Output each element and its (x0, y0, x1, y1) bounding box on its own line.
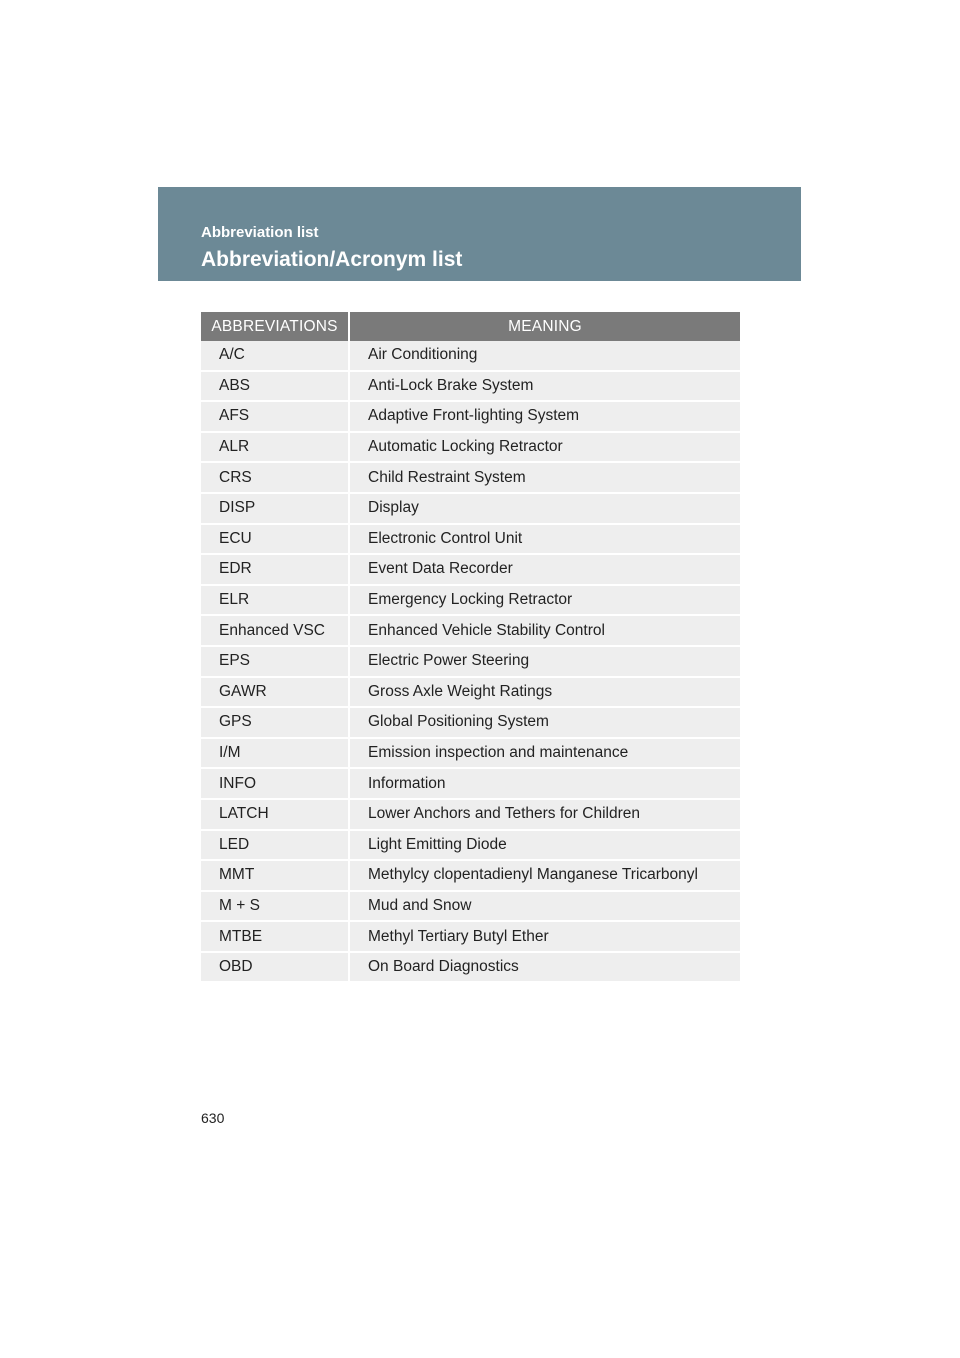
table-row (201, 860, 740, 891)
meaning-cell: Methylcy clopentadienyl Manganese Tricarbonyl (349, 860, 740, 891)
meaning-cell: Lower Anchors and Tethers for Children (349, 799, 740, 830)
abbreviation-cell: LATCH (201, 799, 349, 830)
section-label: Abbreviation list (201, 224, 319, 241)
meaning-cell: Event Data Recorder (349, 554, 740, 585)
table-row (201, 646, 740, 677)
abbreviation-cell: AFS (201, 401, 349, 432)
table-row (201, 830, 740, 861)
table-row (201, 554, 740, 585)
abbreviation-cell: DISP (201, 493, 349, 524)
table-row (201, 952, 740, 983)
meaning-cell: Child Restraint System (349, 462, 740, 493)
abbreviation-cell: GAWR (201, 677, 349, 708)
abbreviation-cell: M + S (201, 891, 349, 922)
table-row (201, 462, 740, 493)
meaning-cell: Electric Power Steering (349, 646, 740, 677)
meaning-cell: Enhanced Vehicle Stability Control (349, 615, 740, 646)
abbreviation-cell: ELR (201, 585, 349, 616)
meaning-cell: Electronic Control Unit (349, 524, 740, 555)
abbreviation-cell: MTBE (201, 921, 349, 952)
page-title: Abbreviation/Acronym list (201, 248, 463, 271)
table-row (201, 432, 740, 463)
table-row (201, 615, 740, 646)
table-row (201, 738, 740, 769)
meaning-cell: Gross Axle Weight Ratings (349, 677, 740, 708)
abbreviation-table (201, 312, 740, 983)
abbreviation-cell: LED (201, 830, 349, 861)
meaning-cell: Emission inspection and maintenance (349, 738, 740, 769)
table-row (201, 524, 740, 555)
meaning-cell: Adaptive Front-lighting System (349, 401, 740, 432)
table-row (201, 371, 740, 402)
table-row (201, 799, 740, 830)
abbreviation-cell: ABS (201, 371, 349, 402)
page-number: 630 (201, 1110, 225, 1126)
abbreviation-cell: GPS (201, 707, 349, 738)
table-row (201, 768, 740, 799)
abbreviation-cell: EDR (201, 554, 349, 585)
meaning-cell: Air Conditioning (349, 341, 740, 371)
meaning-cell: Display (349, 493, 740, 524)
meaning-cell: On Board Diagnostics (349, 952, 740, 983)
table-row (201, 677, 740, 708)
table-header-row (201, 312, 740, 341)
abbreviation-cell: I/M (201, 738, 349, 769)
table-row (201, 341, 740, 371)
abbreviation-cell: EPS (201, 646, 349, 677)
table-row (201, 493, 740, 524)
meaning-cell: Methyl Tertiary Butyl Ether (349, 921, 740, 952)
meaning-cell: Automatic Locking Retractor (349, 432, 740, 463)
abbreviation-cell: Enhanced VSC (201, 615, 349, 646)
column-header-meaning: MEANING (349, 312, 740, 341)
table-row (201, 891, 740, 922)
abbreviation-cell: INFO (201, 768, 349, 799)
table-row (201, 585, 740, 616)
abbreviation-cell: MMT (201, 860, 349, 891)
table-body (201, 341, 740, 982)
abbreviation-cell: CRS (201, 462, 349, 493)
table-row (201, 401, 740, 432)
meaning-cell: Emergency Locking Retractor (349, 585, 740, 616)
meaning-cell: Light Emitting Diode (349, 830, 740, 861)
abbreviation-cell: OBD (201, 952, 349, 983)
meaning-cell: Anti-Lock Brake System (349, 371, 740, 402)
column-header-abbreviations: ABBREVIATIONS (201, 312, 349, 341)
header-band (158, 187, 801, 281)
meaning-cell: Mud and Snow (349, 891, 740, 922)
table-row (201, 921, 740, 952)
meaning-cell: Information (349, 768, 740, 799)
abbreviation-cell: ECU (201, 524, 349, 555)
table-row (201, 707, 740, 738)
meaning-cell: Global Positioning System (349, 707, 740, 738)
abbreviation-cell: ALR (201, 432, 349, 463)
abbreviation-cell: A/C (201, 341, 349, 371)
